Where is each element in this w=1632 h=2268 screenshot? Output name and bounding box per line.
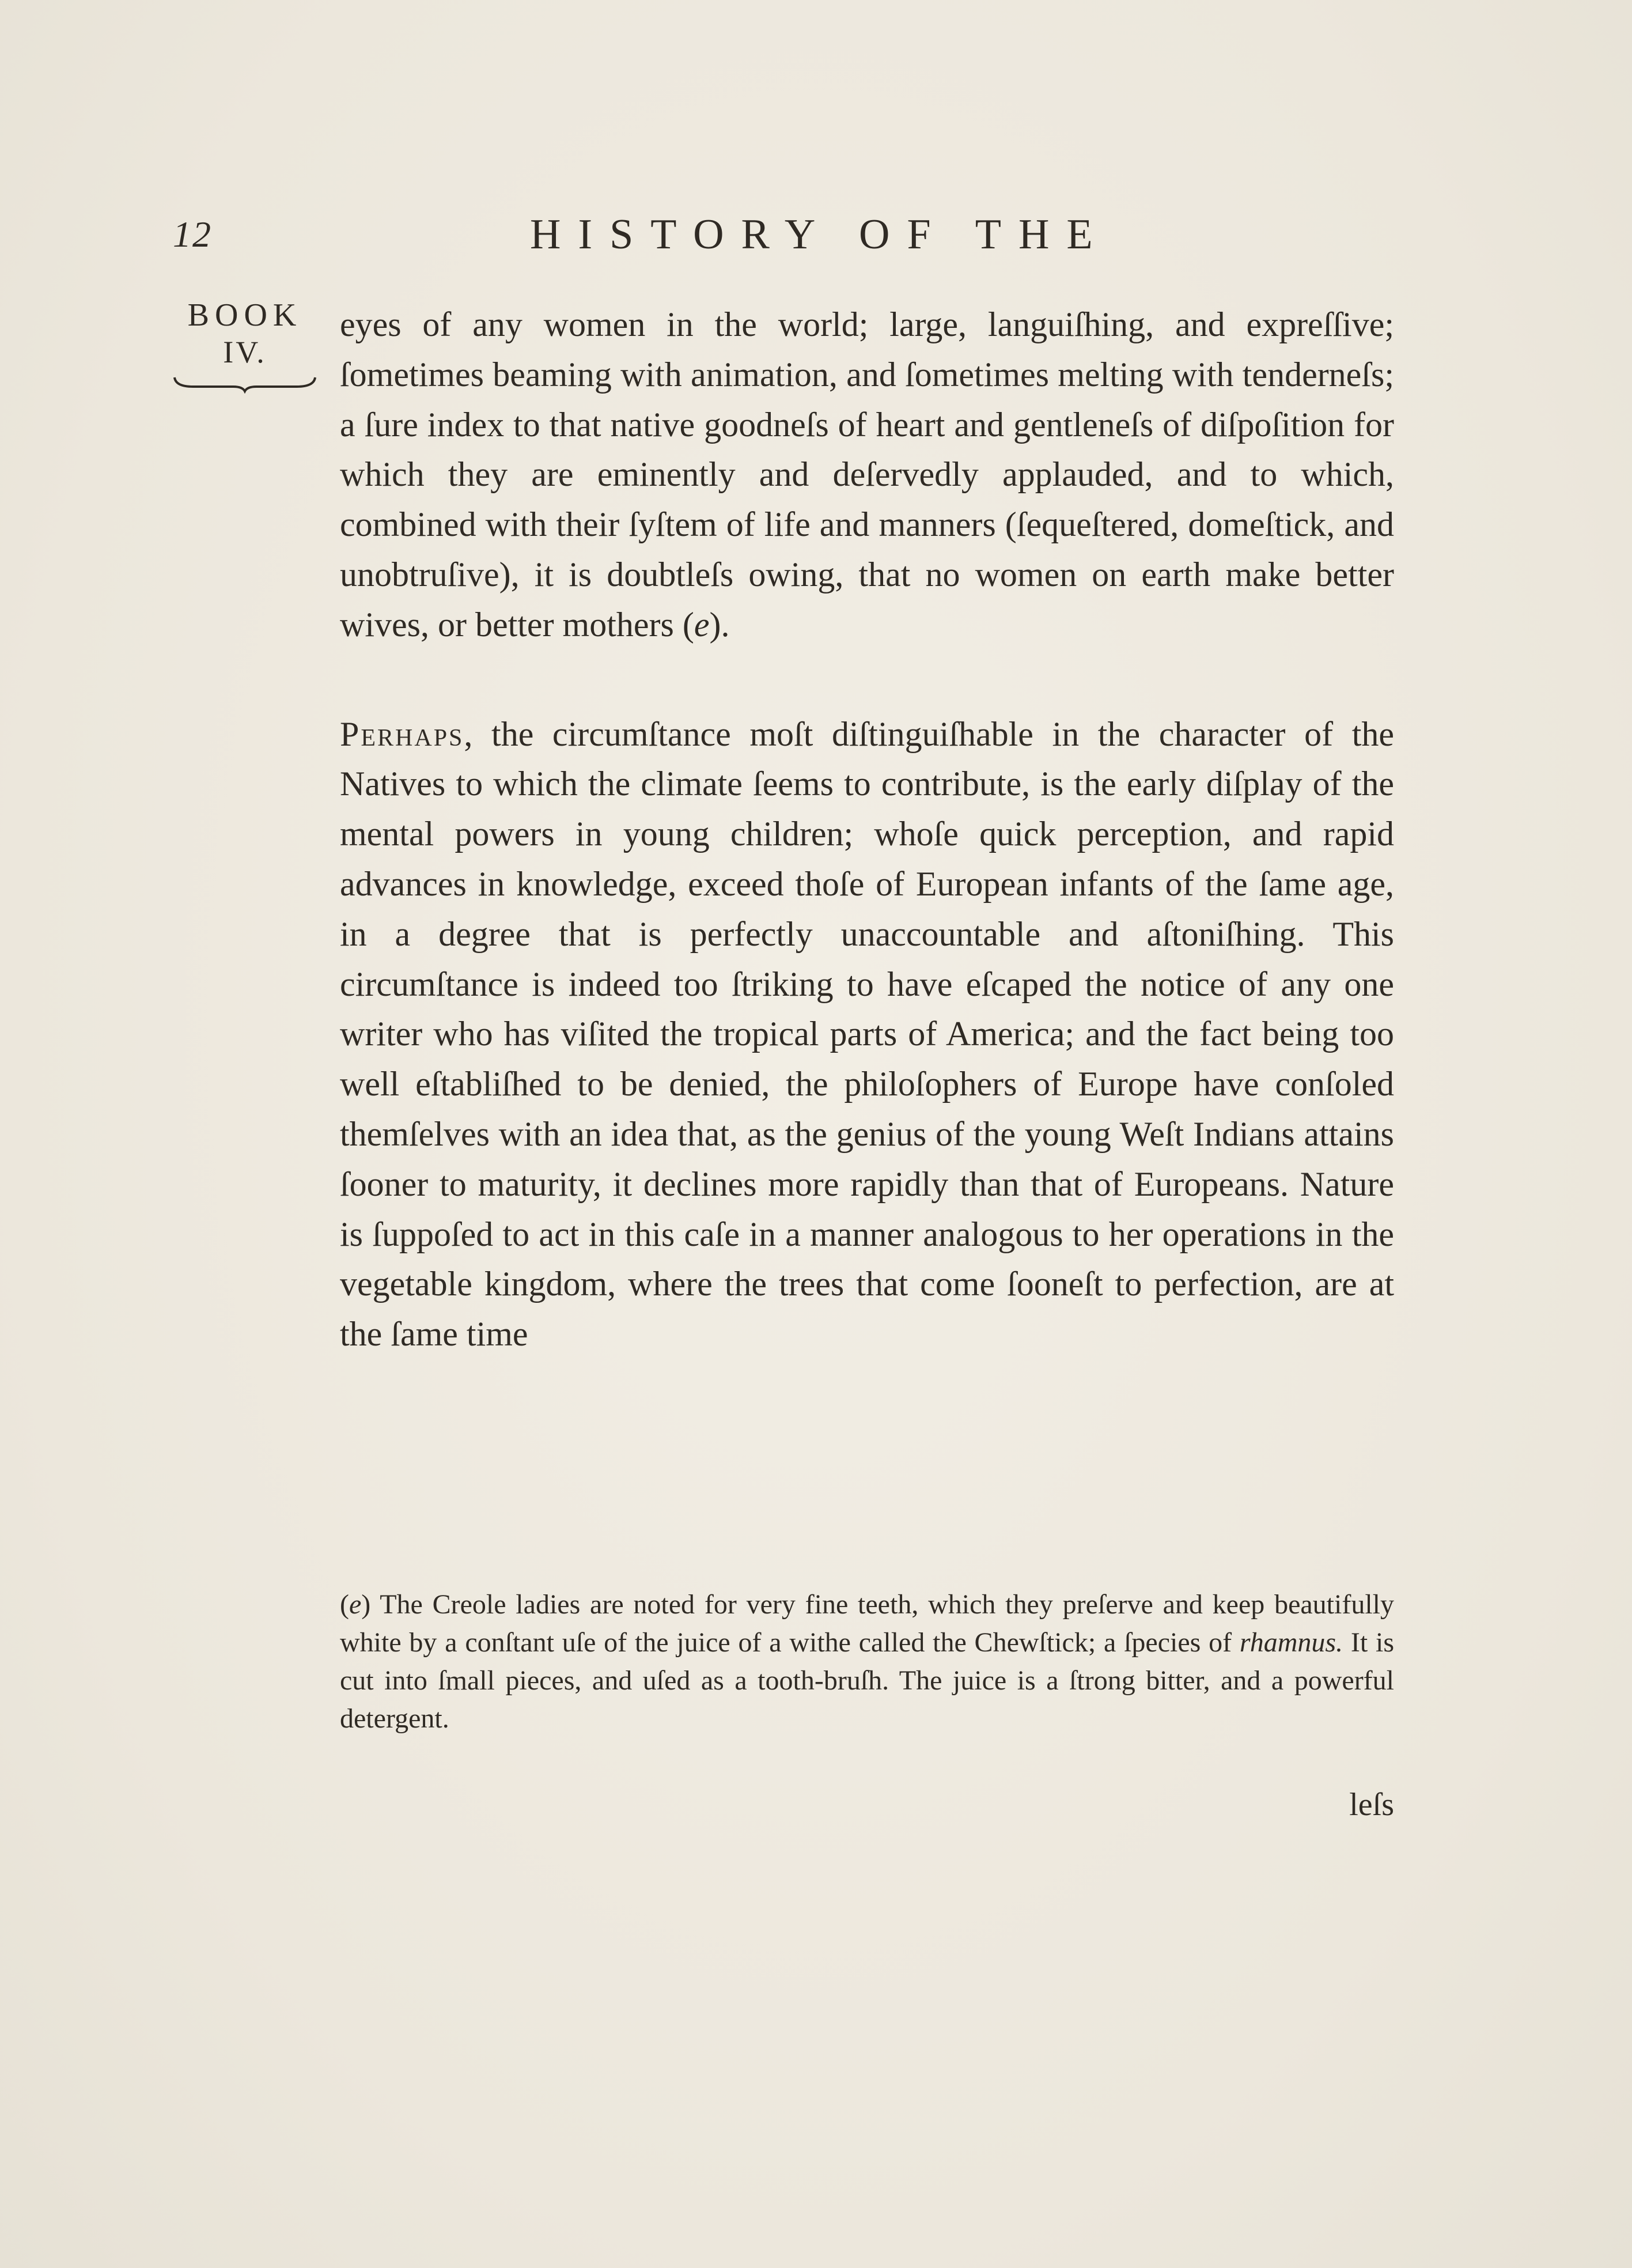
running-head: HISTORY OF THE xyxy=(530,211,1110,258)
margin-note xyxy=(170,297,320,394)
book-label: BOOK xyxy=(187,297,302,333)
paragraph-1-end: ). xyxy=(709,605,730,644)
brace-ornament xyxy=(170,374,320,394)
paragraph-2-lead: Perhaps xyxy=(340,715,464,753)
paragraph-2-text: , the circumſtance moſt diſtinguiſhable in the character of the Natives to which the climate ſeems to contribute, is the early diſplay of the mental powers in young children; whoſe quick perception, and rapid advances in knowledge, exceed thoſe of European infants of the ſame age, in a degree that is perfectly unaccountable and aſtoniſhing. This circumſtance is indeed too ſtriking to have eſcaped the notice of any one writer who has viſited the tropical parts of America; and the fact being too well eſtabliſhed to be denied, the philoſophers of Europe have conſoled themſelves with an idea that, as the genius of the young Weſt Indians attains ſooner to maturity, it declines more rapidly than that of Europeans. Nature is ſuppoſed to act in this caſe in a manner analogous to her operations in the vegetable kingdom, where the trees that come ſooneſt to perfection, are at the ſame time xyxy=(340,715,1394,1354)
paragraph-1 xyxy=(340,300,1394,650)
footnote-species: rhamnus. xyxy=(1239,1627,1343,1658)
footnote-text-a: The Creole ladies are noted for very fine teeth, which they preſerve and keep beautifully white by a conſtant uſe of the juice of a withe called the Chewſtick; a ſpecies of xyxy=(340,1589,1394,1658)
page-number: 12 xyxy=(173,214,212,255)
footnote-mark: e xyxy=(349,1589,362,1620)
footnote-text-b: It is cut into ſmall pieces, and uſed as a tooth-bruſh. The juice is a ſtrong bitter, and a powerful detergent. xyxy=(340,1627,1394,1734)
footnote xyxy=(340,1586,1394,1738)
paragraph-1-text: eyes of any women in the world; large, languiſhing, and expreſſive; ſometimes beaming with animation, and ſometimes melting with tenderneſs; a ſure index to that native goodneſs of heart and gentleneſs of diſpoſition for which they are eminently and deſervedly applauded, and to which, combined with their ſyſtem of life and manners (ſequeſtered, domeſtick, and unobtruſive), it is doubtleſs owing, that no women on earth make better wives, or better mothers ( xyxy=(340,305,1394,644)
footnote-mark-close: ) xyxy=(361,1589,371,1620)
footnote-mark-open: ( xyxy=(340,1589,349,1620)
main-text xyxy=(340,300,1394,1359)
volume-number: IV. xyxy=(223,335,267,369)
footnote-reference: e xyxy=(694,605,710,644)
catchword: leſs xyxy=(1349,1787,1394,1823)
paragraph-2 xyxy=(340,709,1394,1359)
